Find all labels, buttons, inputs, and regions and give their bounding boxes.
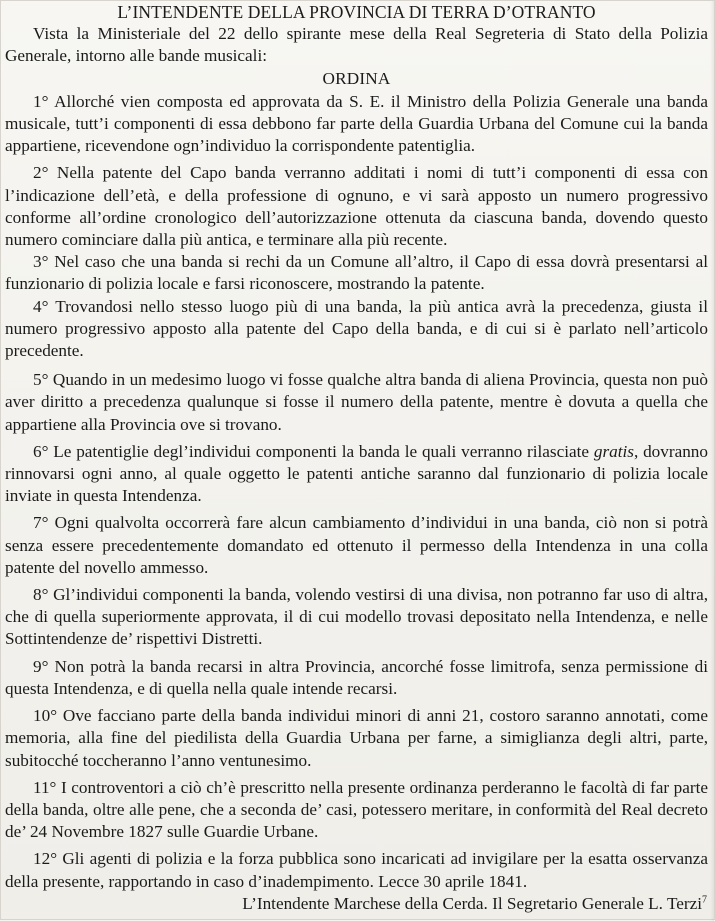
article-11: 11° I controventori a ciò ch’è prescritto nella presente ordinanza perderanno le facoltà di far parte della banda, oltre alle pene, che a seconda de’ casi, potessero meritare, in conformità del Real decreto de’ 24 Novembre 1827 sulle Guardie Urbane. [5,777,708,842]
footnote-marker: 7 [702,893,707,905]
intro-paragraph: Vista la Ministeriale del 22 dello spirante mese della Real Segreteria di Stato della Polizia Generale, intorno alle bande musicali: [5,24,708,66]
article-9: 9° Non potrà la banda recarsi in altra Provincia, ancorché fosse limitrofa, senza permissione di questa Intendenza, e di quella nella quale intende recarsi. [5,656,708,698]
article-1: 1° Allorché vien composta ed approvata da S. E. il Ministro della Polizia Generale una banda musicale, tutt’i componenti di essa debbono far parte della Guardia Urbana del Comune cui la banda appartiene, ricevendone ogn’individuo la corrispondente patentiglia. [5,91,708,156]
article-3: 3° Nel caso che una banda si rechi da un Comune all’altro, il Capo di essa dovrà presentarsi al funzionario di polizia locale e farsi riconoscere, mostrando la patente. [5,252,708,294]
article-2: 2° Nella patente del Capo banda verranno additati i nomi di tutt’i componenti di essa con l’indicazione dell’età, e della professione di ognuno, e vi sarà apposto un numero progressivo conforme all’ordine cronologico dell’autorizzazione ottenuta da ciascuna banda, dovendo questo numero cominciare dalla più antica, e terminare alla più recente. [5,163,708,250]
ordina-heading: ORDINA [322,68,391,88]
article-10: 10° Ove facciano parte della banda individui minori di anni 21, costoro saranno annotati, come memoria, alla fine del piedilista della Guardia Urbana per farne, a simiglianza degli altri, parte, subitocché toccheranno l’anno ventunesimo. [5,706,708,770]
article-12: 12° Gli agenti di polizia e la forza pubblica sono incaricati ad invigilare per la esatta osservanza della presente, rapportando in caso d’inadempimento. Lecce 30 aprile 1841. [5,849,708,891]
document-title: L’INTENDENTE DELLA PROVINCIA DI TERRA D’OTRANTO [117,2,596,22]
article-7: 7° Ogni qualvolta occorrerà fare alcun cambiamento d’individui in una banda, ciò non si potrà senza essere precedentemente domandato ed ottenuto il permesso della Intendenza in una colla patente del novello ammesso. [5,513,708,577]
page-edge-shadow [710,1,714,921]
signature-line [5,893,708,915]
article-4: 4° Trovandosi nello stesso luogo più di una banda, la più antica avrà la precedenza, giusta il numero progressivo apposto alla patente del Capo della banda, e di cui si è parlato nell’articolo precedente. [5,296,708,361]
article-6-text-after: , dovranno rinnovarsi ogni anno, al quale oggetto le patenti antiche saranno dal funzionario di polizia locale inviate in questa Intendenza. [5,441,708,506]
signature-text: L’Intendente Marchese della Cerda. Il Segretario Generale L. Terzi [242,893,702,913]
article-5: 5° Quando in un medesimo luogo vi fosse qualche altra banda di aliena Provincia, questa non può aver diritto a precedenza qualunque si fosse il numero della patente, mentre è dovuta a quella che appartiene alla Provincia ove si trovano. [5,370,708,434]
article-8: 8° Gl’individui componenti la banda, volendo vestirsi di una divisa, non potranno far uso di altra, che di quella superiormente approvata, il di cui modello trovasi depositato nella Intendenza, e nelle Sottintendenze de’ rispettivi Distretti. [5,585,708,649]
article-6 [5,441,708,508]
article-6-italic: gratis [593,441,634,461]
article-6-text-before: 6° Le patentiglie degl’individui componenti la banda le quali verranno rilasciate [33,441,594,461]
